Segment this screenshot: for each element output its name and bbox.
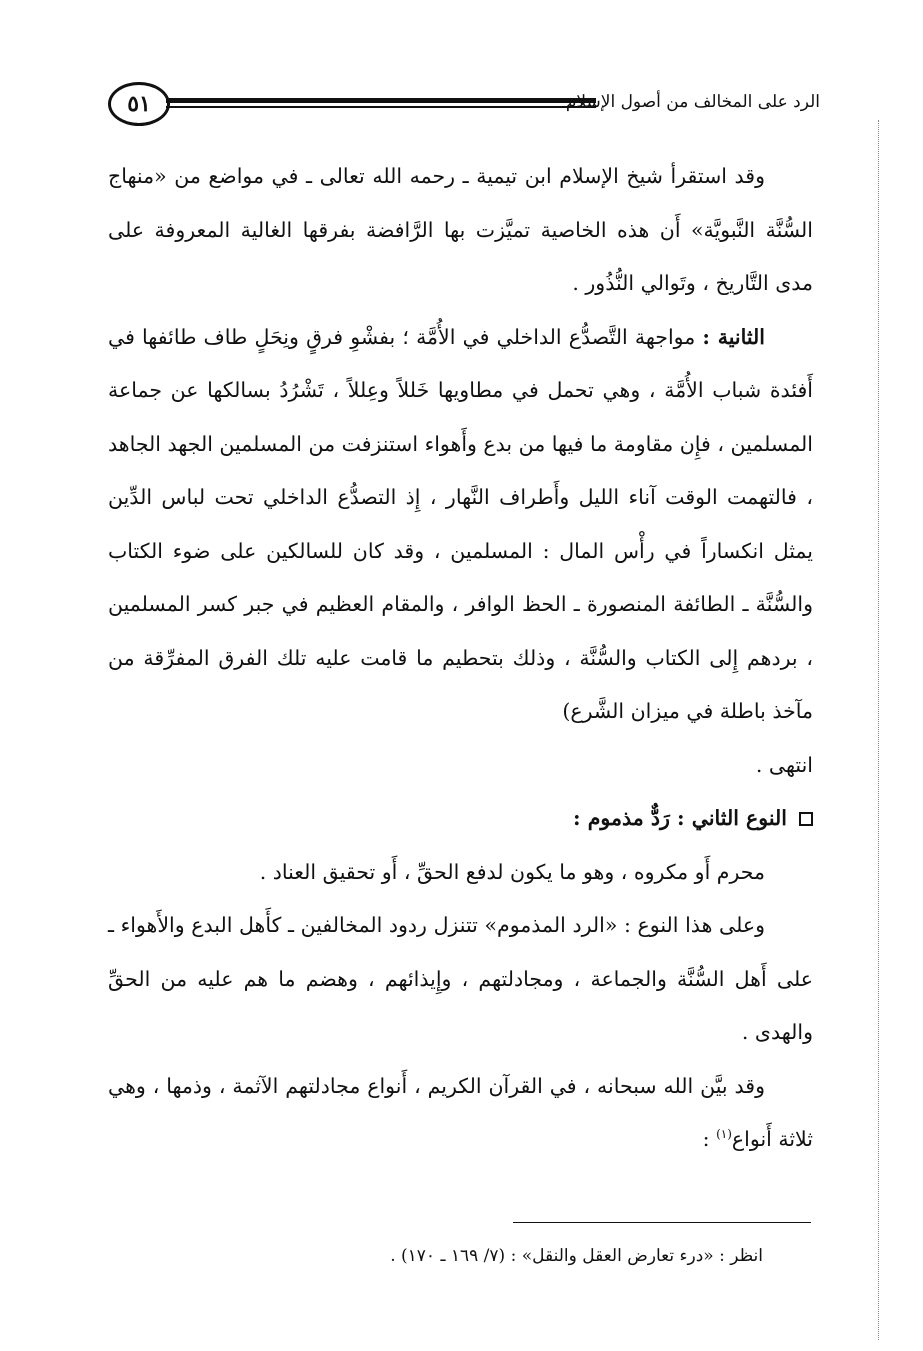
header-rule <box>166 96 596 110</box>
page-number: ٥١ <box>108 82 170 126</box>
paragraph-3: محرم أَو مكروه ، وهو ما يكون لدفع الحقِّ ، أَو تحقيق العناد . <box>259 859 765 884</box>
footnote-rule <box>513 1222 811 1223</box>
running-title: الرد على المخالف من أصول الإسلام <box>565 92 820 112</box>
body-text <box>108 150 813 1167</box>
paragraph-2-text: مواجهة التَّصدُّع الداخلي في الأُمَّة ؛ بفشْوِ فرقٍ ونِحَلٍ طاف طائفها في أَفئدة شباب الأُمَّة ، وهي تحمل في مطاويها خَللاً وعِللاً ، تَشْرُدُ بسالكها عن جماعة المسلمين ، فإِن مقاومة ما فيها من بدع وأَهواء استنزفت من المسلمين الجهد الجاهد ، فالتهمت الوقت آناء الليل وأَطراف النَّهار ، إِذ التصدُّع الداخلي تحت لباس الدِّين يمثل انكساراً في رأْس المال : المسلمين ، وقد كان للسالكين على ضوء الكتاب والسُّنَّة ـ الطائفة المنصورة ـ الحظ الوافر ، والمقام العظيم في جبر كسر المسلمين ، بردهم إِلى الكتاب والسُّنَّة ، وذلك بتحطيم ما قامت عليه تلك الفرق المفرِّقة من مآخذ باطلة في ميزان الشَّرع) <box>108 324 813 723</box>
page-header <box>108 78 820 134</box>
paragraph-5-text: وقد بيَّن الله سبحانه ، في القرآن الكريم ، أَنواع مجادلتهم الآثمة ، وذمها ، وهي ثلاثة أَنواع <box>108 1073 813 1151</box>
section-heading <box>108 792 813 846</box>
footnote-reference[interactable]: (١) <box>716 1127 732 1142</box>
footnote: انظر : «درء تعارض العقل والنقل» : (٧/ ١٦٩ ـ ١٧٠) . <box>390 1246 763 1266</box>
header-rule-thick <box>166 98 596 103</box>
paragraph-2-label: الثانية : <box>702 324 765 349</box>
paragraph-1: وقد استقرأ شيخ الإسلام ابن تيمية ـ رحمه الله تعالى ـ في مواضع من «منهاج السُّنَّة النَّبويَّة» أَن هذه الخاصية تميَّزت بها الرَّافضة بفرقها الغالية المعروفة على مدى التَّاريخ ، وتَوالي النُّذُور . <box>108 164 813 295</box>
scan-margin-line <box>878 120 879 1340</box>
square-bullet-icon <box>799 812 813 826</box>
paragraph-2-end: انتهى . <box>755 752 813 777</box>
paragraph-5-end: : <box>702 1127 717 1151</box>
section-heading-text: النوع الثاني : رَدٌّ مذموم : <box>573 806 787 830</box>
header-rule-thin <box>166 106 596 108</box>
paragraph-5 <box>108 1060 813 1167</box>
paragraph-4: وعلى هذا النوع : «الرد المذموم» تتنزل ردود المخالفين ـ كأَهل البدع والأَهواء ـ على أَهل السُّنَّة والجماعة ، ومجادلتهم ، وإِيذائهم ، وهضم ما هم عليه من الحقِّ والهدى . <box>108 913 813 1044</box>
paragraph-2 <box>108 311 813 739</box>
